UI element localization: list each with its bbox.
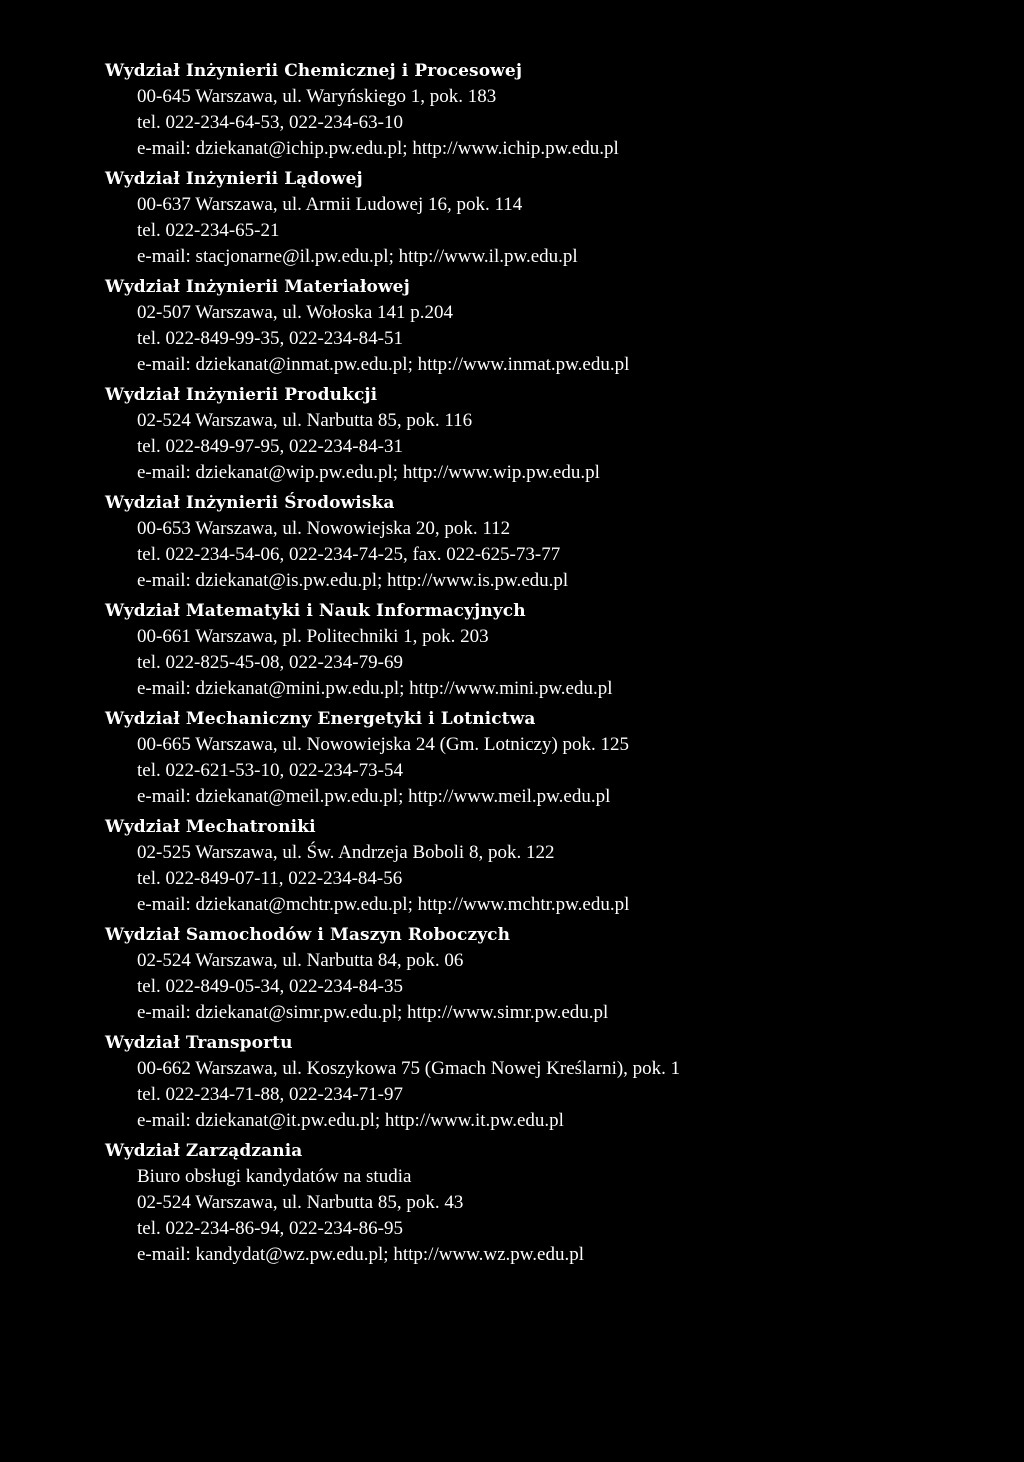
faculty-phone: tel. 022-621-53-10, 022-234-73-54 bbox=[137, 760, 403, 781]
faculty-address: 00-661 Warszawa, pl. Politechniki 1, pok. 203 bbox=[137, 626, 489, 647]
faculty-name: Wydział Zarządzania bbox=[105, 1141, 303, 1161]
faculty-name: Wydział Transportu bbox=[105, 1033, 293, 1053]
faculty-address: 02-524 Warszawa, ul. Narbutta 85, pok. 43 bbox=[137, 1192, 464, 1213]
faculty-phone: tel. 022-234-65-21 bbox=[137, 220, 280, 241]
faculty-contact: e-mail: dziekanat@mchtr.pw.edu.pl; http://www.mchtr.pw.edu.pl bbox=[137, 894, 630, 915]
faculty-address: 00-665 Warszawa, ul. Nowowiejska 24 (Gm. Lotniczy) pok. 125 bbox=[137, 734, 630, 755]
faculty-contact: e-mail: stacjonarne@il.pw.edu.pl; http://www.il.pw.edu.pl bbox=[137, 246, 578, 267]
faculty-address: 02-524 Warszawa, ul. Narbutta 85, pok. 116 bbox=[137, 410, 473, 431]
faculty-phone: tel. 022-234-54-06, 022-234-74-25, fax. 022-625-73-77 bbox=[137, 544, 561, 565]
faculty-contact: e-mail: dziekanat@is.pw.edu.pl; http://www.is.pw.edu.pl bbox=[137, 570, 569, 591]
faculty-entry bbox=[105, 382, 1005, 486]
faculty-contact: e-mail: dziekanat@simr.pw.edu.pl; http://www.simr.pw.edu.pl bbox=[137, 1002, 609, 1023]
faculty-contact: e-mail: kandydat@wz.pw.edu.pl; http://www.wz.pw.edu.pl bbox=[137, 1244, 585, 1265]
faculty-address: 02-507 Warszawa, ul. Wołoska 141 p.204 bbox=[137, 302, 454, 323]
faculty-name: Wydział Inżynierii Chemicznej i Procesowej bbox=[105, 61, 523, 81]
faculty-phone: tel. 022-825-45-08, 022-234-79-69 bbox=[137, 652, 403, 673]
faculty-contact: e-mail: dziekanat@meil.pw.edu.pl; http://www.meil.pw.edu.pl bbox=[137, 786, 611, 807]
faculty-name: Wydział Matematyki i Nauk Informacyjnych bbox=[105, 601, 526, 621]
faculty-address: 00-645 Warszawa, ul. Waryńskiego 1, pok. 183 bbox=[137, 86, 497, 107]
faculty-entry bbox=[105, 598, 1005, 702]
faculty-phone: tel. 022-849-99-35, 022-234-84-51 bbox=[137, 328, 403, 349]
faculty-name: Wydział Inżynierii Środowiska bbox=[105, 493, 395, 513]
faculty-entry bbox=[105, 1030, 1005, 1134]
faculty-entry bbox=[105, 1138, 1005, 1268]
faculty-name: Wydział Inżynierii Produkcji bbox=[105, 385, 378, 405]
faculty-phone: tel. 022-234-64-53, 022-234-63-10 bbox=[137, 112, 403, 133]
faculty-phone: tel. 022-234-86-94, 022-234-86-95 bbox=[137, 1218, 403, 1239]
faculty-entry bbox=[105, 274, 1005, 378]
faculty-address: 00-653 Warszawa, ul. Nowowiejska 20, pok. 112 bbox=[137, 518, 511, 539]
faculty-directory bbox=[105, 58, 1005, 1268]
faculty-phone: tel. 022-849-05-34, 022-234-84-35 bbox=[137, 976, 403, 997]
faculty-address: 02-524 Warszawa, ul. Narbutta 84, pok. 06 bbox=[137, 950, 464, 971]
faculty-name: Wydział Inżynierii Lądowej bbox=[105, 169, 363, 189]
faculty-entry bbox=[105, 922, 1005, 1026]
faculty-phone: tel. 022-849-97-95, 022-234-84-31 bbox=[137, 436, 403, 457]
faculty-phone: tel. 022-849-07-11, 022-234-84-56 bbox=[137, 868, 403, 889]
faculty-name: Wydział Samochodów i Maszyn Roboczych bbox=[105, 925, 511, 945]
faculty-contact: e-mail: dziekanat@mini.pw.edu.pl; http://www.mini.pw.edu.pl bbox=[137, 678, 613, 699]
faculty-entry bbox=[105, 706, 1005, 810]
faculty-name: Wydział Mechatroniki bbox=[105, 817, 316, 837]
faculty-contact: e-mail: dziekanat@wip.pw.edu.pl; http://www.wip.pw.edu.pl bbox=[137, 462, 600, 483]
faculty-name: Wydział Inżynierii Materiałowej bbox=[105, 277, 410, 297]
faculty-name: Wydział Mechaniczny Energetyki i Lotnictwa bbox=[105, 709, 536, 729]
faculty-phone: tel. 022-234-71-88, 022-234-71-97 bbox=[137, 1084, 403, 1105]
faculty-entry bbox=[105, 166, 1005, 270]
faculty-address: 00-662 Warszawa, ul. Koszykowa 75 (Gmach Nowej Kreślarni), pok. 1 bbox=[137, 1058, 681, 1079]
faculty-entry bbox=[105, 814, 1005, 918]
faculty-contact: e-mail: dziekanat@inmat.pw.edu.pl; http://www.inmat.pw.edu.pl bbox=[137, 354, 630, 375]
faculty-entry bbox=[105, 58, 1005, 162]
faculty-contact: e-mail: dziekanat@ichip.pw.edu.pl; http://www.ichip.pw.edu.pl bbox=[137, 138, 619, 159]
faculty-contact: e-mail: dziekanat@it.pw.edu.pl; http://www.it.pw.edu.pl bbox=[137, 1110, 564, 1131]
faculty-office-note: Biuro obsługi kandydatów na studia bbox=[137, 1166, 412, 1187]
faculty-address: 02-525 Warszawa, ul. Św. Andrzeja Boboli 8, pok. 122 bbox=[137, 842, 555, 863]
faculty-address: 00-637 Warszawa, ul. Armii Ludowej 16, pok. 114 bbox=[137, 194, 523, 215]
faculty-entry bbox=[105, 490, 1005, 594]
